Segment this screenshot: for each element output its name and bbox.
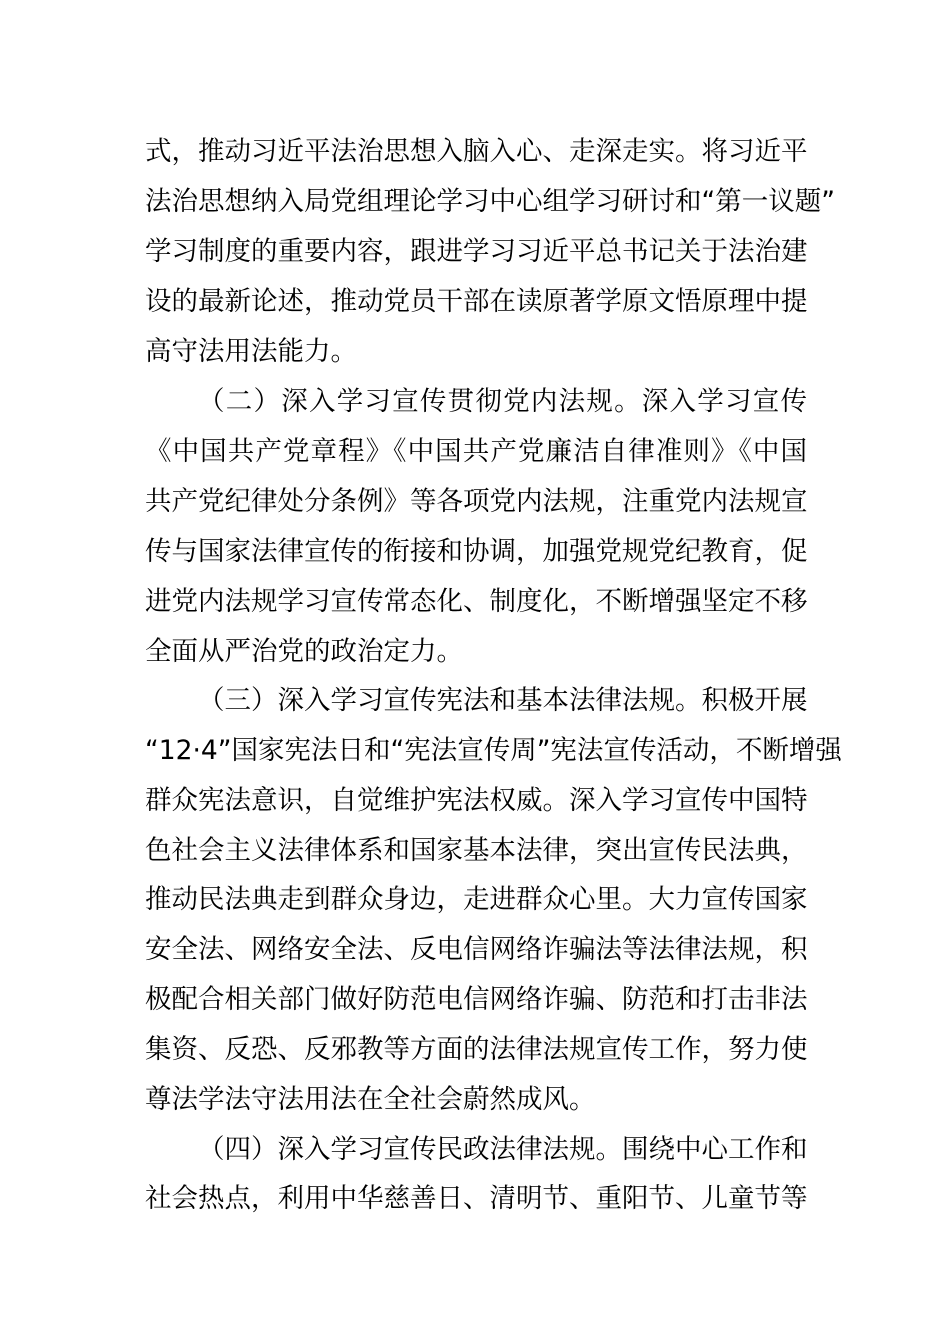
text-line: 共产党纪律处分条例》等各项党内法规，注重党内法规宣 (145, 486, 808, 517)
text-line: 安全法、网络安全法、反电信网络诈骗法等法律法规，积 (145, 934, 808, 965)
text-line: 进党内法规学习宣传常态化、制度化，不断增强坚定不移 (145, 586, 808, 617)
text-line: 设的最新论述，推动党员干部在读原著学原文悟原理中提 (145, 286, 808, 317)
text-line: 高守法用法能力。 (145, 336, 357, 367)
section-heading-line: （二）深入学习宣传贯彻党内法规。深入学习宣传 (198, 386, 807, 417)
text-line: 推动民法典走到群众身边，走进群众心里。大力宣传国家 (145, 884, 808, 915)
text-line: 全面从严治党的政治定力。 (145, 636, 463, 667)
text-line: 尊法学法守法用法在全社会蔚然成风。 (145, 1084, 596, 1115)
text-line: 《中国共产党章程》《中国共产党廉洁自律准则》《中国 (145, 436, 807, 467)
text-line: 群众宪法意识，自觉维护宪法权威。深入学习宣传中国特 (145, 785, 808, 816)
section-heading-line: （四）深入学习宣传民政法律法规。围绕中心工作和 (198, 1134, 808, 1165)
text-line: 极配合相关部门做好防范电信网络诈骗、防范和打击非法 (145, 984, 808, 1015)
section-heading-line: （三）深入学习宣传宪法和基本法律法规。积极开展 (198, 685, 808, 716)
text-line: 式，推动习近平法治思想入脑入心、走深走实。将习近平 (145, 136, 808, 167)
text-line: “12·4”国家宪法日和“宪法宣传周”宪法宣传活动，不断增强 (145, 735, 842, 766)
text-line: 学习制度的重要内容，跟进学习习近平总书记关于法治建 (145, 236, 808, 267)
text-line: 法治思想纳入局党组理论学习中心组学习研讨和“第一议题” (145, 186, 835, 217)
text-line: 集资、反恐、反邪教等方面的法律法规宣传工作，努力使 (145, 1034, 808, 1065)
text-line: 色社会主义法律体系和国家基本法律，突出宣传民法典， (145, 835, 808, 866)
text-line: 传与国家法律宣传的衔接和协调，加强党规党纪教育，促 (145, 536, 808, 567)
text-line: 社会热点，利用中华慈善日、清明节、重阳节、儿童节等 (145, 1183, 808, 1214)
